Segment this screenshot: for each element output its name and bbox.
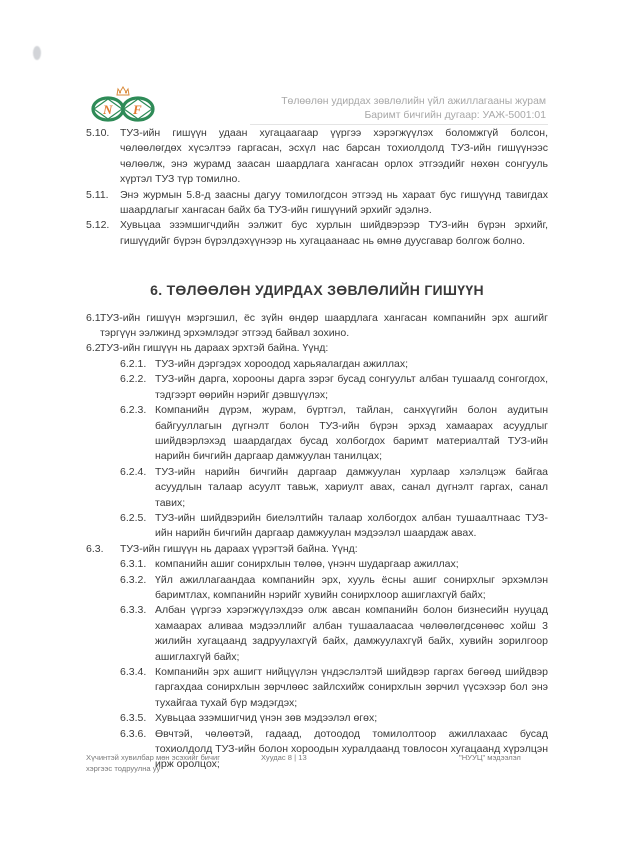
clause-6-2-2: [86, 372, 548, 403]
clause-6-2-4: [86, 465, 548, 511]
clause-number: 6.2.2.: [120, 373, 147, 386]
clause-number: 6.3.6.: [120, 727, 147, 740]
clause-6-3-5: [86, 711, 548, 726]
header-doc-number: Баримт бичгийн дугаар: УАЖ-5001:01: [364, 110, 546, 121]
clause-text: Өвчтэй, чөлөөтэй, гадаад, дотоодод томилолтоор ажиллахаас бусад тохиолдолд ТУЗ-ийн болон хороодын хуралдаанд товлосон хугацаанд хүрэлцэн ирж оролцох;: [155, 727, 548, 771]
footer-classification: "НУУЦ" мэдээлэл: [459, 753, 521, 762]
clause-number: 5.12.: [86, 219, 110, 232]
clause-number: 6.3.3.: [120, 604, 147, 617]
clause-number: 6.1.: [86, 311, 104, 324]
clause-text: Хувьцаа эзэмшигчид үнэн зөв мэдээлэл өгөх;: [155, 712, 378, 725]
clause-number: 6.2.4.: [120, 465, 147, 478]
clause-6-3: [86, 542, 548, 557]
section-6-heading: 6. ТӨЛӨӨЛӨН УДИРДАХ ЗӨВЛӨЛИЙН ГИШҮҮН: [150, 282, 484, 299]
clause-text: ТУЗ-ийн гишүүн мэргэшил, ёс зүйн өндөр шаардлага хангасан компанийн эрх ашгийг тэргүүн ээлжинд эрхэмлэдэг этгээд байвал зохино.: [100, 311, 548, 340]
clause-number: 6.3.5.: [120, 712, 147, 725]
clause-text: Хувьцаа эзэмшигчдийн ээлжит бус хурлын шийдвэрээр ТУЗ-ийн бүрэн эрхийг, гишүүдийг бүрэн бүрэлдэхүүнээр нь хугацаанаас нь өмнө дуусгавар болгож болно.: [120, 219, 548, 247]
clause-text: ТУЗ-ийн гишүүн удаан хугацаагаар үүргээ хэрэгжүүлэх боломжгүй болсон, чөлөөлөгдөх хүсэлтээ гаргасан, эсхүл нас барсан тохиолдолд ТУЗ-ийн гишүүнээс чөлөөлж, энэ журамд заасан шаардлага хангасан орлох этгээдийг нөхөн сонгууль хүртэл ТУЗ түр томилно.: [120, 127, 548, 186]
svg-text:F: F: [133, 102, 142, 117]
clause-6-3-1: [86, 557, 548, 572]
clause-text: ТУЗ-ийн гишүүн нь дараах эрхтэй байна. Үүнд:: [100, 342, 329, 355]
clause-5-11: [86, 188, 548, 219]
clause-6-3-3: [86, 603, 548, 665]
document-body: [86, 126, 548, 773]
scan-smudge: [33, 46, 41, 60]
clause-number: 6.3.2.: [120, 573, 147, 586]
clause-number: 6.2.1.: [120, 357, 147, 370]
clause-text: ТУЗ-ийн гишүүн нь дараах үүрэгтэй байна. Үүнд:: [120, 542, 358, 555]
clause-number: 6.3.1.: [120, 558, 147, 571]
clause-text: ТУЗ-ийн дарга, хорооны дарга зэрэг бусад сонгуульт албан тушаалд сонгогдох, тэдгээрт өөрийн нэрийг дэвшүүлэх;: [155, 373, 548, 401]
clause-text: Энэ журмын 5.8-д заасны дагуу томилогдсон этгээд нь хараат бус гишүүнд тавигдах шаардлагыг хангасан байх ба ТУЗ-ийн гишүүний эрхийг эдэлнэ.: [120, 188, 548, 217]
clause-text: Компанийн дүрэм, журам, бүртгэл, тайлан, санхүүгийн болон аудитын байгууллагын дүгнэлт болон ТУЗ-ийн бүрэн эрхэд хамаарах асуудлыг шийдвэрлэхэд шаардагдах бусад холбогдох баримт материалтай ТУЗ-ийн нарийн бичгийн даргаар дамжуулан танилцах;: [155, 404, 548, 463]
clause-5-12: [86, 218, 548, 249]
footer-page-number: Хуудас 8 | 13: [261, 753, 307, 762]
clause-number: 6.3.: [86, 542, 104, 555]
clause-6-2: [86, 341, 548, 356]
crown-icon: [117, 87, 129, 95]
clause-6-2-3: [86, 403, 548, 465]
clause-text: Компанийн эрх ашигт нийцүүлэн үндэслэлтэй шийдвэр гаргах бөгөөд шийдвэр гаргахдаа сонирхлын зөрчлөөс зайлсхийж сонирхлын зөрчил үүсэхээр бол энэ тухайгаа тухай бүр мэдэгдэх;: [155, 666, 548, 709]
clause-number: 6.3.4.: [120, 666, 147, 678]
nf-logo-icon: [88, 85, 158, 123]
clause-number: 5.10.: [86, 127, 110, 139]
clause-text: ТУЗ-ийн дэргэдэх хороодод харьяалагдан ажиллах;: [155, 357, 409, 370]
clause-6-3-2: [86, 573, 548, 604]
clause-text: компанийн ашиг сонирхлын төлөө, үнэнч шударгаар ажиллах;: [155, 558, 459, 571]
clause-number: 6.2.5.: [120, 511, 147, 524]
clause-text: Албан үүргээ хэрэгжүүлэхдээ олж авсан компанийн болон бизнесийн нууцад хамаарах аливаа мэдээллийг албан тушаалаасаа чөлөөлөгдсөнөөс хойш 3 жилийн хугацаанд задруулахгүй байх, дамжуулахгүй байх, хувийн зорилгоор ашиглахгүй байх;: [155, 604, 548, 663]
clause-number: 5.11.: [86, 188, 109, 201]
clause-6-3-4: [86, 665, 548, 711]
company-logo: [88, 85, 158, 123]
clause-6-1: [86, 311, 548, 342]
clause-6-2-5: [86, 511, 548, 542]
header-divider: [250, 124, 548, 125]
clause-number: 6.2.: [86, 342, 104, 355]
clause-text: ТУЗ-ийн шийдвэрийн биелэлтийн талаар холбогдох албан тушаалтнаас ТУЗ-ийн нарийн бичгийн даргаар дамжуулан мэдээлэл шаардаж авах.: [155, 511, 548, 540]
clause-5-10: [86, 126, 548, 188]
clause-number: 6.2.3.: [120, 404, 147, 417]
header-title: Төлөөлөн удирдах зөвлөлийн үйл ажиллагааны журам: [281, 96, 546, 107]
document-header: [281, 95, 546, 123]
clause-text: ТУЗ-ийн нарийн бичгийн даргаар дамжуулан хурлаар хэлэлцэж байгаа асуудлын талаар асуулт тавьж, хариулт авах, санал дүгнэлт гаргах, санал тавих;: [155, 465, 548, 509]
clause-text: Үйл ажиллагаандаа компанийн эрх, хууль ёсны ашиг сонирхлыг эрхэмлэн баримтлах, компанийн нэрийг хувийн сонирхлоор ашиглахгүй байх;: [155, 573, 548, 601]
footer-validity-note: Хүчинтэй хувилбар мөн эсэхийг бичиг хэргээс тодруулна уу: [86, 753, 221, 773]
svg-text:N: N: [103, 102, 113, 117]
clause-6-2-1: [86, 357, 548, 372]
